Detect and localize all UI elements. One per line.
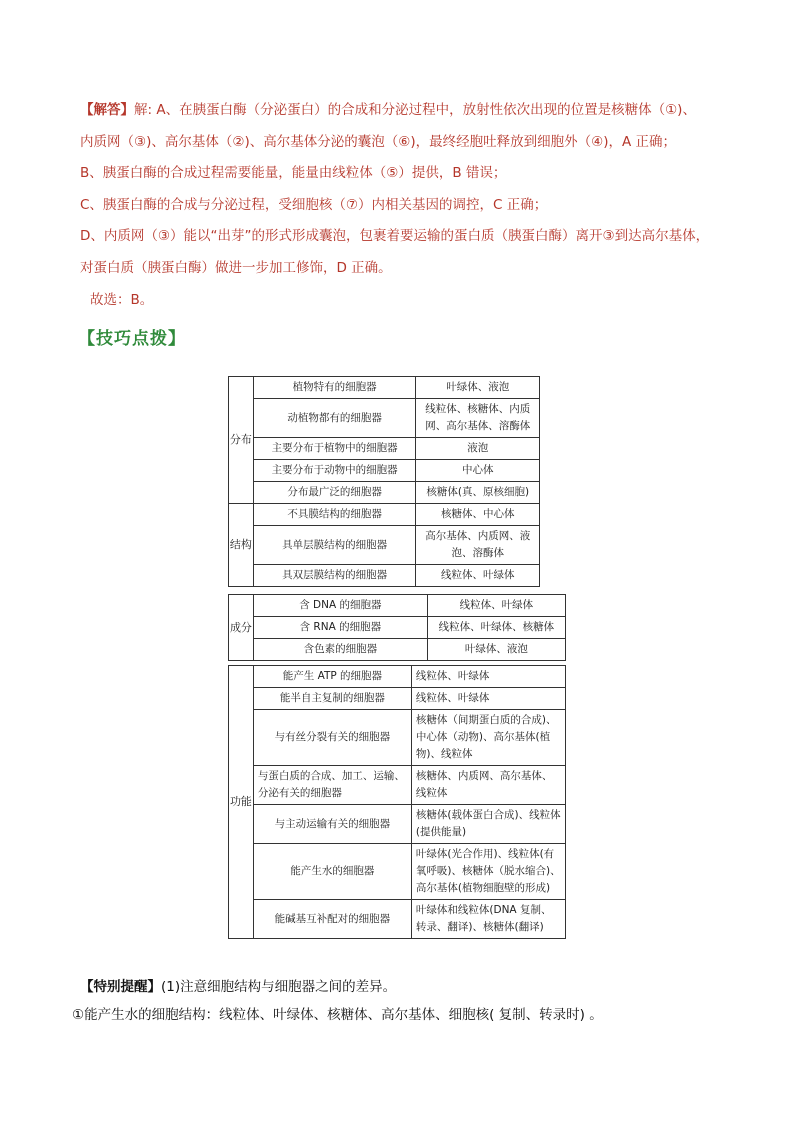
answer-line-3: B、胰蛋白酶的合成过程需要能量，能量由线粒体（⑤）提供，B 错误；: [80, 165, 507, 182]
table-cell: 叶绿体(光合作用)、线粒体(有氧呼吸)、核糖体（脱水缩合)、高尔基体(植物细胞壁的形成): [411, 844, 565, 900]
table-cell: 线粒体、叶绿体: [416, 565, 540, 587]
table-cell: 能产生水的细胞器: [253, 844, 411, 900]
table-cell: 具双层膜结构的细胞器: [253, 565, 416, 587]
table-cell: 叶绿体、液泡: [427, 639, 565, 661]
answer-text: 解: A、在胰蛋白酶（分泌蛋白）的合成和分泌过程中，放射性依次出现的位置是核糖体（①)、: [134, 102, 696, 118]
table-row: [229, 504, 540, 526]
table-cell: 叶绿体、液泡: [416, 377, 540, 399]
table-cell: 含色素的细胞器: [253, 639, 427, 661]
table-cell: 与蛋白质的合成、加工、运输、分泌有关的细胞器: [253, 766, 411, 805]
table-cell: 核糖体、中心体: [416, 504, 540, 526]
category-cell: 结构: [229, 504, 254, 587]
table-row: [229, 805, 566, 844]
table-cell: 与有丝分裂有关的细胞器: [253, 710, 411, 766]
table-cell: 能半自主复制的细胞器: [253, 688, 411, 710]
skill-heading: 【技巧点拨】: [78, 329, 186, 349]
table-cell: 与主动运输有关的细胞器: [253, 805, 411, 844]
table-row: [229, 526, 540, 565]
table-cell: 含 DNA 的细胞器: [253, 595, 427, 617]
table-row: [229, 482, 540, 504]
special-tip: [80, 975, 396, 995]
table-cell: 线粒体、叶绿体: [427, 595, 565, 617]
answer-section: [80, 95, 740, 316]
note-line: ①能产生水的细胞结构：线粒体、叶绿体、核糖体、高尔基体、细胞核( 复制、转录时) 。: [72, 1007, 603, 1023]
table-row: [229, 766, 566, 805]
table-row: [229, 399, 540, 438]
table-cell: 植物特有的细胞器: [253, 377, 416, 399]
table-row: [229, 460, 540, 482]
table-cell: 具单层膜结构的细胞器: [253, 526, 416, 565]
table-cell: 线粒体、核糖体、内质网、高尔基体、溶酶体: [416, 399, 540, 438]
table-cell: 能碱基互补配对的细胞器: [253, 900, 411, 939]
table-cell: 液泡: [416, 438, 540, 460]
category-cell: 分布: [229, 377, 254, 504]
table-cell: 核糖体(载体蛋白合成)、线粒体(提供能量): [411, 805, 565, 844]
table-row: [229, 710, 566, 766]
table-cell: 线粒体、叶绿体、核糖体: [427, 617, 565, 639]
table-row: [229, 377, 540, 399]
table-cell: 线粒体、叶绿体: [411, 688, 565, 710]
table-cell: 主要分布于植物中的细胞器: [253, 438, 416, 460]
organelle-table-function: [228, 665, 566, 939]
answer-label: 【解答】: [80, 102, 134, 118]
special-tip-text: (1)注意细胞结构与细胞器之间的差异。: [161, 979, 397, 995]
organelle-table-composition: [228, 594, 566, 661]
category-cell: 功能: [229, 666, 254, 939]
table-row: [229, 438, 540, 460]
table-cell: 叶绿体和线粒体(DNA 复制、转录、翻译)、核糖体(翻译): [411, 900, 565, 939]
table-cell: 核糖体(真、原核细胞): [416, 482, 540, 504]
answer-line-7: 故选：B。: [90, 291, 154, 308]
table-cell: 分布最广泛的细胞器: [253, 482, 416, 504]
table-cell: 核糖体、内质网、高尔基体、线粒体: [411, 766, 565, 805]
table-cell: 动植物都有的细胞器: [253, 399, 416, 438]
answer-line-6: 对蛋白质（胰蛋白酶）做进一步加工修饰，D 正确。: [80, 259, 392, 276]
organelle-table-distribution-structure: [228, 376, 540, 587]
table-row: [229, 639, 566, 661]
table-row: [229, 844, 566, 900]
answer-line-5: D、内质网（③）能以“出芽”的形式形成囊泡，包裹着要运输的蛋白质（胰蛋白酶）离开③到达高尔基体，: [80, 228, 710, 245]
table-cell: 线粒体、叶绿体: [411, 666, 565, 688]
category-cell: 成分: [229, 595, 254, 661]
answer-line-4: C、胰蛋白酶的合成与分泌过程，受细胞核（⑦）内相关基因的调控，C 正确；: [80, 196, 548, 213]
answer-line-2: 内质网（③)、高尔基体（②)、高尔基体分泌的囊泡（⑥)，最终经胞吐释放到细胞外（④)，A 正确；: [80, 133, 677, 150]
table-cell: 中心体: [416, 460, 540, 482]
table-cell: 含 RNA 的细胞器: [253, 617, 427, 639]
table-row: [229, 565, 540, 587]
table-cell: 核糖体（间期蛋白质的合成)、中心体（动物)、高尔基体(植物)、线粒体: [411, 710, 565, 766]
table-row: [229, 595, 566, 617]
table-row: [229, 900, 566, 939]
answer-line-1: [80, 95, 740, 127]
table-cell: 高尔基体、内质网、液泡、溶酶体: [416, 526, 540, 565]
table-cell: 不具膜结构的细胞器: [253, 504, 416, 526]
table-cell: 主要分布于动物中的细胞器: [253, 460, 416, 482]
table-row: [229, 666, 566, 688]
table-row: [229, 688, 566, 710]
special-tip-label: 【特别提醒】: [80, 979, 161, 995]
table-cell: 能产生 ATP 的细胞器: [253, 666, 411, 688]
table-row: [229, 617, 566, 639]
